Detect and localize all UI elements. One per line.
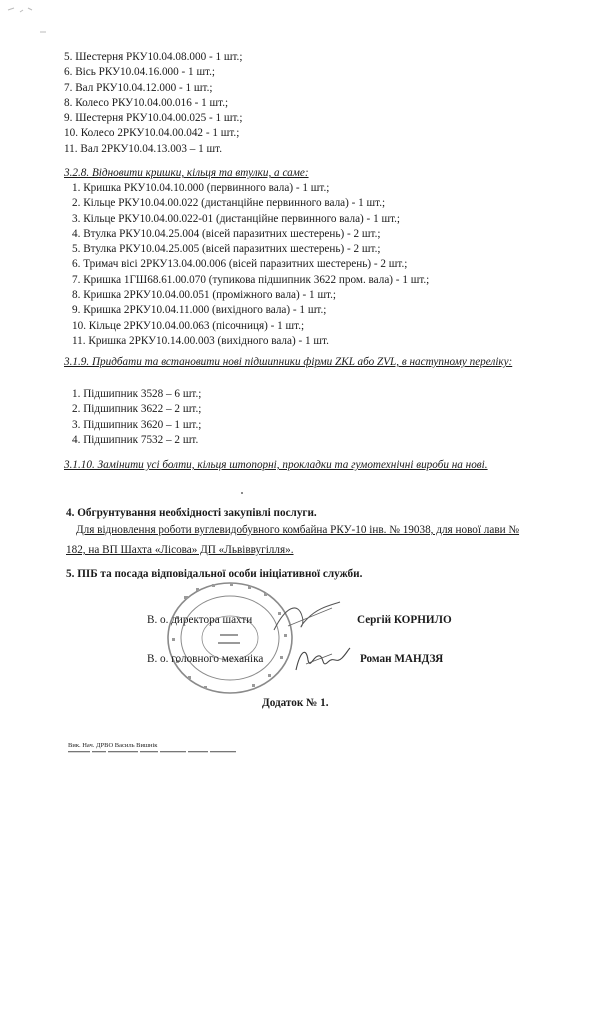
list-item: 2. Підшипник 3622 – 2 шт.; — [72, 403, 202, 416]
list-item: 7. Вал РКУ10.04.12.000 - 1 шт.; — [64, 81, 213, 94]
signature-mechanic-scribble — [292, 640, 354, 676]
section-3-1-9-list — [72, 387, 201, 448]
list-item: 3. Підшипник 3620 – 1 шт.; — [72, 418, 202, 431]
official-stamp — [160, 576, 300, 700]
section-5-title: 5. ПІБ та посада відповідальної особи ініціативної служби. — [66, 568, 363, 580]
executor-note — [68, 742, 238, 754]
signature-role-director: В. о. директора шахти — [147, 614, 253, 626]
list-item: 11. Кришка 2РКУ10.14.00.003 (вихідного вала) - 1 шт. — [72, 334, 329, 347]
scan-speck — [241, 492, 243, 494]
executor-fine-print — [68, 750, 238, 754]
addendum-label: Додаток № 1. — [262, 697, 329, 709]
signature-name-director: Сергій КОРНИЛО — [357, 614, 452, 626]
list-item: 2. Кільце РКУ10.04.00.022 (дистанційне первинного вала) - 1 шт.; — [72, 197, 386, 210]
list-item: 11. Вал 2РКУ10.04.13.003 – 1 шт. — [64, 142, 223, 155]
list-item: 9. Шестерня РКУ10.04.00.025 - 1 шт.; — [64, 112, 243, 125]
parts-list-continued — [64, 50, 242, 157]
list-item: 6. Вісь РКУ10.04.16.000 - 1 шт.; — [64, 66, 216, 79]
list-item: 3. Кільце РКУ10.04.00.022-01 (дистанційне первинного вала) - 1 шт.; — [72, 212, 401, 225]
section-4-title: 4. Обгрунтування необхідності закупівлі послуги. — [66, 507, 317, 519]
list-item: 4. Втулка РКУ10.04.25.004 (вісей паразитних шестерень) - 2 шт.; — [72, 227, 381, 240]
section-3-1-10-heading: 3.1.10. Замінити усі болти, кільця штопорні, прокладки та гумотехнічні вироби на нові. — [64, 459, 488, 471]
scan-corner-marks — [6, 4, 66, 34]
signature-role-mechanic: В. о. головного механіка — [147, 653, 264, 665]
list-item: 9. Кришка 2РКУ10.04.11.000 (вихідного вала) - 1 шт.; — [72, 304, 327, 317]
section-3-1-9-heading: 3.1.9. Придбати та встановити нові підшипники фірми ZKL або ZVL, в наступному переліку: — [64, 356, 513, 368]
list-item: 10. Кільце 2РКУ10.04.00.063 (пісочниця) - 1 шт.; — [72, 319, 305, 332]
executor-line: Вик. Нач. ДРВО Василь Вишнік — [68, 742, 158, 749]
signature-name-mechanic: Роман МАНДЗЯ — [360, 653, 444, 665]
list-item: 5. Шестерня РКУ10.04.08.000 - 1 шт.; — [64, 51, 243, 63]
list-item: 1. Підшипник 3528 – 6 шт.; — [72, 388, 202, 400]
list-item: 7. Кришка 1ГШ68.61.00.070 (тупикова підшипник 3622 пром. вала) - 1 шт.; — [72, 273, 430, 286]
list-item: 4. Підшипник 7532 – 2 шт. — [72, 433, 199, 446]
list-item: 6. Тримач вісі 2РКУ13.04.00.006 (вісей паразитних шестерень) - 2 шт.; — [72, 258, 408, 271]
section-3-2-8-heading: 3.2.8. Відновити кришки, кільця та втулки, а саме: — [64, 167, 309, 179]
section-4-text: Для відновлення роботи вуглевидобувного комбайна РКУ-10 інв. № 19038, для нової лави № 182, на ВП Шахта «Лісова» ДП «Львіввугілля». — [66, 524, 520, 556]
list-item: 1. Кришка РКУ10.04.10.000 (первинного вала) - 1 шт.; — [72, 182, 330, 194]
list-item: 10. Колесо 2РКУ10.04.00.042 - 1 шт.; — [64, 127, 240, 140]
list-item: 5. Втулка РКУ10.04.25.005 (вісей паразитних шестерень) - 2 шт.; — [72, 243, 381, 256]
list-item: 8. Кришка 2РКУ10.04.00.051 (проміжного вала) - 1 шт.; — [72, 289, 337, 302]
list-item: 8. Колесо РКУ10.04.00.016 - 1 шт.; — [64, 96, 229, 109]
section-3-2-8-list — [72, 181, 429, 349]
signature-director-scribble — [268, 598, 348, 638]
